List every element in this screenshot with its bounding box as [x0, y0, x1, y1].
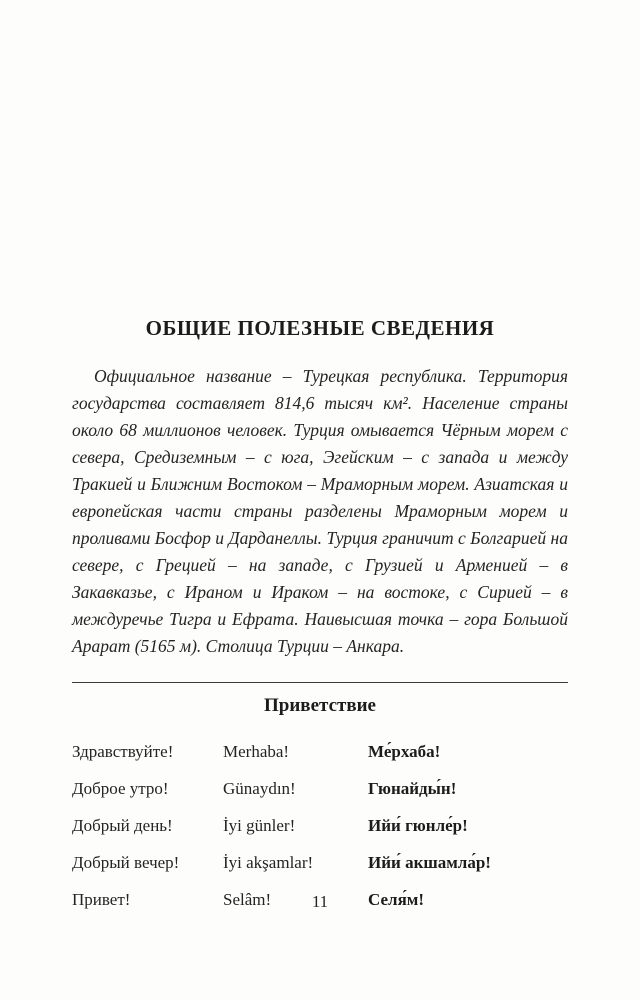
phrase-turkish: Merhaba! — [223, 742, 290, 761]
phrase-russian: Доброе утро! — [72, 779, 169, 798]
phrase-pronunciation: Селя́м! — [368, 890, 425, 909]
phrase-row — [72, 778, 568, 800]
phrase-pronunciation: Ийи́ гюнле́р! — [368, 816, 468, 835]
page-content — [72, 316, 568, 926]
phrase-pronunciation: Гюнайды́н! — [368, 779, 457, 798]
phrase-russian: Добрый вечер! — [72, 853, 180, 872]
phrase-row — [72, 815, 568, 837]
intro-paragraph: Официальное название – Турецкая республика. Территория государства составляет 814,6 тысяч км². Население страны около 68 миллионов человек. Турция омывается Чёрным морем с севера, Средиземным – с юга, Эгейским – с запада и между Тракией и Ближним Востоком – Мраморным морем. Азиатская и европейская части страны разделены Мраморным морем и проливами Босфор и Дарданеллы. Турция граничит с Болгарией на севере, с Грецией – на западе, с Грузией и Арменией – в Закавказье, с Ираном и Ираком – на востоке, с Сирией – в междуречье Тигра и Ефрата. Наивысшая точка – гора Большой Арарат (5165 м). Столица Турции – Анкара. — [72, 366, 568, 656]
phrase-russian: Здравствуйте! — [72, 742, 174, 761]
phrase-table — [72, 741, 568, 911]
phrase-turkish: İyi günler! — [223, 816, 296, 835]
phrase-pronunciation: Ийи́ акшамла́р! — [368, 853, 491, 872]
phrase-russian: Привет! — [72, 890, 131, 909]
phrase-russian: Добрый день! — [72, 816, 173, 835]
phrase-row — [72, 852, 568, 874]
section-heading: Приветствие — [264, 695, 376, 716]
phrase-pronunciation: Ме́рхаба! — [368, 742, 441, 761]
phrase-turkish: Günaydın! — [223, 779, 296, 798]
phrase-turkish: İyi akşamlar! — [223, 853, 314, 872]
page-number: 11 — [311, 892, 329, 911]
section-divider — [72, 682, 568, 683]
phrase-turkish: Selâm! — [223, 890, 272, 909]
page-title: ОБЩИЕ ПОЛЕЗНЫЕ СВЕДЕНИЯ — [145, 316, 495, 340]
phrase-row — [72, 741, 568, 763]
